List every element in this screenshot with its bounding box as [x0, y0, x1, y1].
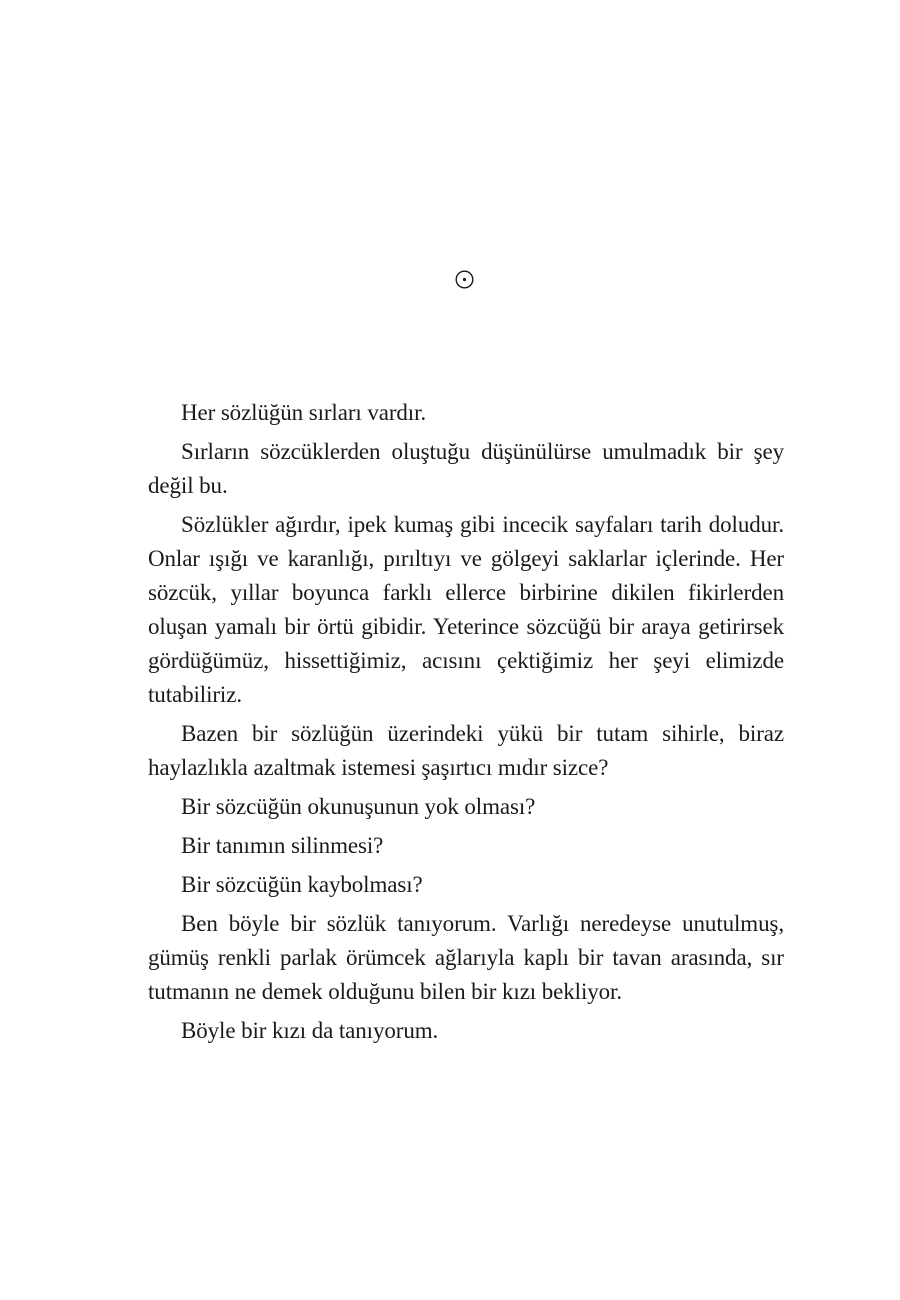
chapter-ornament: [455, 270, 474, 289]
paragraph: Bir tanımın silinmesi?: [181, 833, 384, 858]
circled-dot-icon: [455, 270, 474, 289]
paragraph: Ben böyle bir sözlük tanıyorum. Varlığı neredeyse unutulmuş, gümüş renkli parlak örümcek ağlarıyla kaplı bir tavan arasında, sır tutmanın ne demek olduğunu bilen bir kızı bekliyor.: [148, 911, 784, 1004]
body-text: [148, 396, 784, 1053]
paragraph: Bazen bir sözlüğün üzerindeki yükü bir tutam sihirle, biraz haylazlıkla azaltmak istemesi şaşırtıcı mıdır sizce?: [148, 721, 784, 780]
paragraph: Böyle bir kızı da tanıyorum.: [181, 1018, 439, 1043]
paragraph: Sözlükler ağırdır, ipek kumaş gibi incecik sayfaları tarih doludur. Onlar ışığı ve karanlığı, pırıltıyı ve gölgeyi saklarlar içlerinde. Her sözcük, yıllar boyunca farklı ellerce birbirine dikilen fikirlerden oluşan yamalı bir örtü gibidir. Yeterince sözcüğü bir araya getirirsek gördüğümüz, hissettiğimiz, acısını çektiğimiz her şeyi elimizde tutabiliriz.: [148, 512, 784, 707]
paragraph: Bir sözcüğün okunuşunun yok olması?: [181, 794, 536, 819]
paragraph: Her sözlüğün sırları vardır.: [181, 400, 427, 425]
paragraph: Bir sözcüğün kaybolması?: [181, 872, 423, 897]
paragraph: Sırların sözcüklerden oluştuğu düşünülürse umulmadık bir şey değil bu.: [148, 439, 784, 498]
